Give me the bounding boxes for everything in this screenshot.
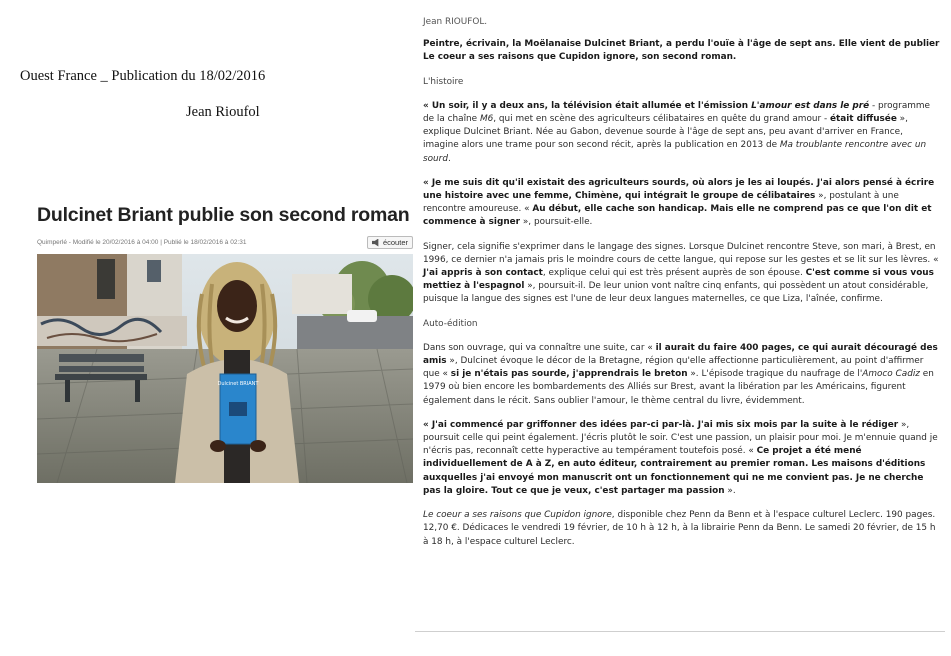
- paragraph-3: [423, 241, 941, 307]
- clip-dates: Quimperlé - Modifié le 20/02/2016 à 04:00 | Publié le 18/02/2016 à 02:31: [37, 239, 247, 246]
- text-run: en 1979 où bien encore les bombardements des Alliés sur Brest, avant la libération par les Américains, figurent également dans le récit. Sans oublier l'amour, le thème central du livre, évidemment.: [423, 369, 934, 406]
- article-byline: Jean RIOUFOL.: [423, 17, 488, 27]
- bottom-divider: [415, 631, 945, 632]
- text-run: », Dulcinet évoque le décor de la Bretagne, région qu'elle affectionne particulièrement, au point d'affirmer que «: [423, 356, 924, 380]
- text-run: si je n'étais pas sourde, j'apprendrais le breton: [450, 369, 688, 380]
- text-run: L'amour est dans le pré: [751, 100, 870, 111]
- text-run: Ce projet a été mené individuellement de A à Z, en auto éditeur, contrairement au premier roman. Les maisons d'éditions auxquelles j'ai envoyé mon manuscrit ont un fonctionnement qui ne me convient pas. Je ne cherche pas la gloire. Tout ce que je veux, c'est partager ma passion: [423, 446, 926, 496]
- text-run: Amoco Cadiz: [862, 369, 920, 380]
- section-heading-histoire: L'histoire: [423, 76, 464, 87]
- text-run: .: [447, 153, 451, 164]
- text-run: était diffusée: [830, 114, 897, 125]
- text-run: », poursuit celle qui peint également. J'écris plutôt le soir. C'est une passion, un plaisir pour moi. Je m'ennuie quand je n'écris pas, reconnaît cette hyperactive au tempérament toutefois posé. «: [423, 419, 938, 457]
- text-run: , qui met en scène des agriculteurs célibataires en quête du grand amour -: [493, 114, 830, 125]
- text-run: , disponible chez Penn da Benn et à l'espace culturel Leclerc. 190 pages. 12,70 €. Dédicaces le vendredi 19 février, de 10 h à 12 h, à la librairie Penn da Benn. Le samedi 20 février, de 15 h à 18 h, à l'espace culturel Leclerc.: [423, 510, 936, 547]
- text-run: « Je me suis dit qu'il existait des agriculteurs sourds, où alors je les ai loupés. J'ai alors pensé à écrire une histoire avec une femme, Chimène, qui intégrait le groupe de célibataires: [423, 177, 935, 202]
- text-run: - programme de la chaîne: [423, 100, 931, 125]
- photo-book-text: Dulcinet BRIANT: [217, 381, 259, 387]
- text-run: Ma troublante rencontre avec un sourd: [423, 140, 927, 164]
- text-run: Dans son ouvrage, qui va connaître une suite, car «: [423, 342, 656, 353]
- text-run: », poursuit-elle.: [520, 217, 593, 228]
- text-run: Le coeur a ses raisons que Cupidon ignore: [423, 510, 612, 521]
- paragraph-5: [423, 419, 941, 498]
- article-photo: [37, 254, 413, 483]
- clip-meta-bar: [37, 236, 413, 250]
- text-run: Au début, elle cache son handicap. Mais elle ne comprend pas ce que l'on dit et commence à signer: [423, 204, 932, 228]
- text-run: M6: [479, 114, 494, 125]
- speaker-icon: [372, 239, 380, 247]
- paragraph-2: [423, 177, 941, 230]
- listen-button[interactable]: [367, 236, 413, 249]
- paragraph-1: [423, 100, 941, 166]
- clip-headline: Dulcinet Briant publie son second roman: [37, 204, 410, 226]
- article-body: [423, 16, 941, 560]
- section-heading-auto-edition: Auto-édition: [423, 318, 478, 329]
- text-run: », postulant à une rencontre amoureuse. «: [423, 191, 899, 215]
- publication-source: Ouest France _ Publication du 18/02/2016: [20, 68, 266, 84]
- author-name: Jean Rioufol: [186, 104, 260, 120]
- text-run: , explique celui qui est très présent auprès de son épouse.: [542, 268, 806, 279]
- text-run: ». L'épisode tragique du naufrage de l': [687, 369, 863, 380]
- newspaper-clipping: [37, 204, 413, 483]
- paragraph-4: [423, 342, 941, 408]
- text-run: », explique Dulcinet Briant. Née au Gabon, devenue sourde à l'âge de sept ans, peu avant d'arriver en France, imagine alors une trame pour son second récit, après la publication en 2013 de: [423, 114, 908, 151]
- text-run: », poursuit-il. De leur union vont naître cinq enfants, qui possèdent un atout considérable, puisque la langue des signes est l'une de leur deux langues maternelles, ce que Liza, l'aînée, confirme.: [423, 281, 929, 305]
- text-run: C'est comme si vous vous mettiez à l'espagnol: [423, 268, 934, 292]
- photo-illustration: [37, 254, 413, 483]
- text-run: ».: [724, 485, 736, 496]
- article-lead: Peintre, écrivain, la Moëlanaise Dulcinet Briant, a perdu l'ouïe à l'âge de sept ans. Elle vient de publier Le coeur a ses raisons que Cupidon ignore, son second roman.: [423, 39, 940, 63]
- listen-label: écouter: [382, 238, 408, 247]
- text-run: il aurait du faire 400 pages, ce qui aurait découragé des amis: [423, 342, 938, 367]
- text-run: « J'ai commencé par griffonner des idées par-ci par-là. J'ai mis six mois par la suite à le rédiger: [423, 419, 899, 430]
- text-run: Signer, cela signifie s'exprimer dans le langage des signes. Lorsque Dulcinet rencontre Steve, son mari, à Brest, en 1996, ce dernier n'a jamais pris le moindre cours de cette langue, qui repose sur les gestes et se lit sur les lèvres. «: [423, 241, 939, 265]
- paragraph-6: [423, 509, 941, 549]
- text-run: « Un soir, il y a deux ans, la télévision était allumée et l'émission: [423, 100, 752, 111]
- text-run: J'ai appris à son contact: [423, 268, 543, 279]
